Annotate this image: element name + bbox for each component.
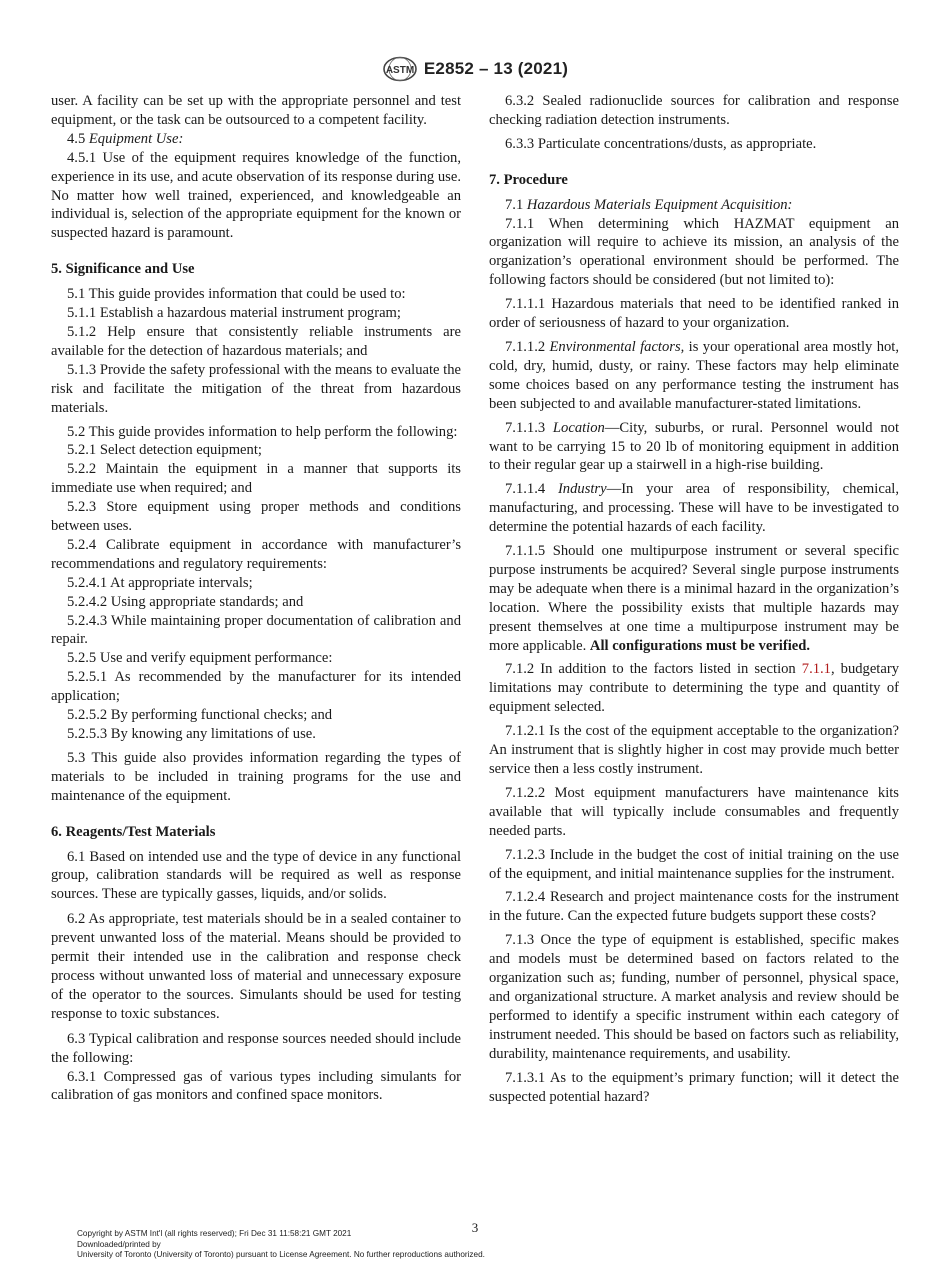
paragraph: 7.1.1 When determining which HAZMAT equipment an organization will require to achieve its mission, an analysis of the organization’s operational environment should be performed. The following factors should be considered (but not limited to): (489, 215, 899, 289)
paragraph: 5.1.1 Establish a hazardous material instrument program; (67, 305, 401, 322)
paragraph-7-1-1-2: 7.1.1.2 Environmental factors, is your operational area mostly hot, cold, dry, humid, dusty, or rainy. These factors may help eliminate some choices based on any performance testing the instrument has been subjected to and available manufacturer-stated limitations. (489, 338, 900, 412)
page-header (0, 56, 950, 86)
paragraph-7-1-1-4: 7.1.1.4 Industry—In your area of responsibility, chemical, manufacturing, and processing. These will have to be investigated to determine the potential hazards of each facility. (489, 481, 899, 536)
paragraph: 5.2.4 Calibrate equipment in accordance with manufacturer’s recommendations and regulatory requirements: (51, 536, 461, 572)
paragraph: user. A facility can be set up with the appropriate personnel and test equipment, or the task can be outsourced to a competent facility. (51, 93, 461, 128)
page-number: 3 (471, 1220, 479, 1235)
paragraph-7-1-1-5: 7.1.1.5 Should one multipurpose instrument or several specific purpose instruments be acquired? Several single purpose instruments may be adequate when there is a minimal hazard in the organization’s location. Where the possibility exists that multiple hazards may present themselves at one time a multipurpose instrument may be more applicable. All configurations must be verified. (489, 543, 899, 654)
left-column (51, 92, 461, 1105)
paragraph: 7.1.3.1 As to the equipment’s primary function; will it detect the suspected potential hazard? (489, 1069, 899, 1105)
footer-line: Downloaded/printed by (77, 1239, 161, 1249)
paragraph: 7.1.2.4 Research and project maintenance costs for the instrument in the future. Can the expected future budgets support these costs? (489, 889, 899, 925)
paragraph: 6.2 As appropriate, test materials should be in a sealed container to prevent unwanted loss of the material. Means should be provided to permit their intended use in the calibration and response check process without unwanted loss of material and unnecessary exposure of the operator to the sources. Simulants should be used for testing response to toxic substances. (51, 911, 461, 1022)
paragraph: 6.3.1 Compressed gas of various types including simulants for calibration of gas monitors and confined space monitors. (51, 1068, 461, 1104)
copyright-footer (77, 1229, 485, 1261)
section-link-7-1-1[interactable]: 7.1.1 (801, 661, 831, 678)
paragraph-4-5: 4.5 Equipment Use: (67, 130, 184, 147)
paragraph: 5.2 This guide provides information to help perform the following: (67, 423, 458, 440)
paragraph: 5.1 This guide provides information that could be used to: (67, 286, 406, 303)
paragraph: 5.1.3 Provide the safety professional with the means to evaluate the risk and facilitate the mitigation of the threat from hazardous materials. (51, 361, 461, 416)
paragraph: 5.2.5 Use and verify equipment performance: (67, 650, 333, 667)
paragraph: 5.3 This guide also provides information regarding the types of materials to be included in training programs for the use and maintenance of the equipment. (51, 749, 461, 804)
right-column (489, 92, 899, 1106)
paragraph: 6.1 Based on intended use and the type of device in any functional group, calibration standards will be required as well as response sources. These are typically gasses, liquids, and/or solids. (51, 848, 461, 903)
paragraph: 4.5.1 Use of the equipment requires knowledge of the function, experience in its use, and acute observation of its response during use. No matter how well trained, experienced, and knowledgeable an individual is, selection of the appropriate equipment for the known or suspected hazard is paramount. (51, 149, 461, 242)
section-heading-6: 6. Reagents/Test Materials (51, 823, 216, 840)
section-heading-7: 7. Procedure (489, 171, 568, 188)
paragraph: 5.2.5.2 By performing functional checks; and (67, 707, 333, 724)
document-id: E2852 – 13 (2021) (423, 59, 569, 78)
paragraph: 5.1.2 Help ensure that consistently reliable instruments are available for the detection of hazardous materials; and (51, 323, 461, 359)
paragraph: 5.2.2 Maintain the equipment in a manner that supports its immediate use when required; and (51, 461, 461, 497)
paragraph: 5.2.3 Store equipment using proper methods and conditions between uses. (51, 499, 461, 535)
footer-line: Copyright by ASTM Int'l (all rights reserved); Fri Dec 31 11:58:21 GMT 2021 (77, 1229, 352, 1238)
paragraph: 7.1.2.1 Is the cost of the equipment acceptable to the organization? An instrument that is slightly higher in cost may provide much better service then a less costly instrument. (489, 723, 899, 777)
paragraph: 5.2.5.1 As recommended by the manufacturer for its intended application; (51, 669, 461, 705)
svg-text:ASTM: ASTM (385, 65, 415, 76)
astm-logo-icon (382, 56, 418, 82)
paragraph: 7.1.1.1 Hazardous materials that need to be identified ranked in order of seriousness of hazard to your organization. (489, 296, 899, 332)
paragraph: 6.3.3 Particulate concentrations/dusts, as appropriate. (505, 135, 817, 152)
paragraph: 5.2.4.2 Using appropriate standards; and (67, 593, 304, 610)
footer-line: University of Toronto (University of Toronto) pursuant to License Agreement. No further reproductions authorized. (77, 1250, 485, 1260)
paragraph: 7.1.2.3 Include in the budget the cost of initial training on the use of the equipment, and initial maintenance supplies for the instrument. (489, 846, 899, 882)
paragraph: 5.2.4.1 At appropriate intervals; (67, 574, 253, 591)
paragraph: 6.3.2 Sealed radionuclide sources for calibration and response checking radiation detection instruments. (489, 93, 899, 128)
paragraph: 7.1.3 Once the type of equipment is established, specific makes and models must be determined based on factors related to the organization such as; funding, number of personnel, physical space, and organizational structure. A market analysis and review should be performed to identify a specific instrument within each category of instrument needed. This should be based on factors such as reliability, durability, maintenance requirements, and usability. (489, 932, 899, 1062)
section-heading-5: 5. Significance and Use (51, 261, 195, 278)
paragraph: 5.2.4.3 While maintaining proper documentation of calibration and repair. (51, 612, 461, 648)
paragraph: 7.1.2.2 Most equipment manufacturers have maintenance kits available that will typically include consumables and frequently needed parts. (489, 784, 899, 839)
paragraph: 6.3 Typical calibration and response sources needed should include the following: (51, 1030, 461, 1066)
paragraph-7-1: 7.1 Hazardous Materials Equipment Acquisition: (505, 196, 793, 213)
paragraph-7-1-2: 7.1.2 In addition to the factors listed in section 7.1.1, budgetary limitations may contribute to determining the type and quantity of equipment selected. (489, 661, 899, 716)
paragraph: 5.2.1 Select detection equipment; (67, 442, 262, 459)
paragraph: 5.2.5.3 By knowing any limitations of use. (67, 726, 316, 742)
paragraph-7-1-1-3: 7.1.1.3 Location—City, suburbs, or rural. Personnel would not want to be carrying 15 to 20 lb of monitoring equipment in addition to their regular gear up a stairwell in a high-rise building. (489, 419, 900, 474)
